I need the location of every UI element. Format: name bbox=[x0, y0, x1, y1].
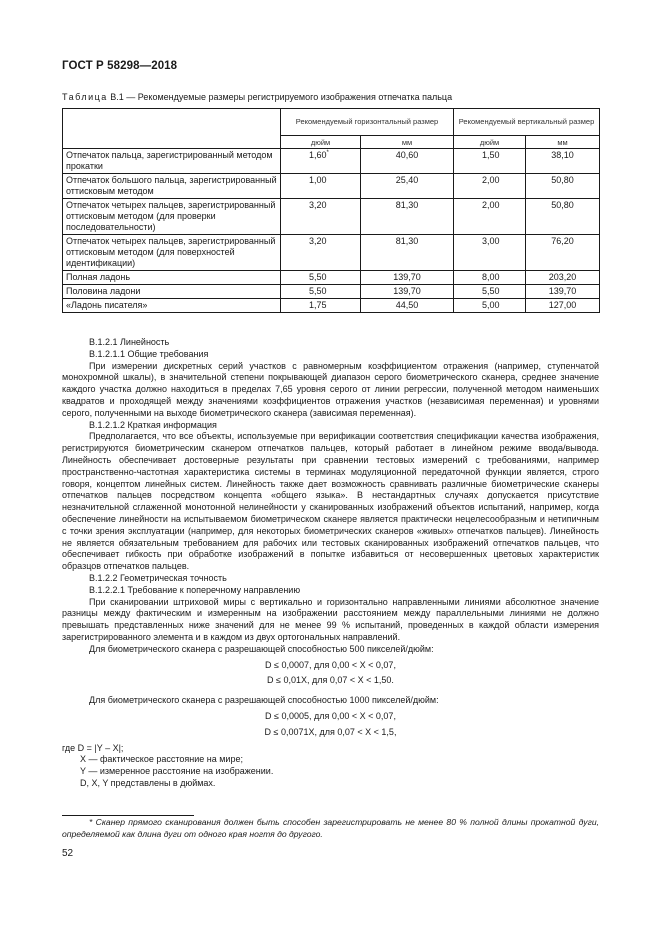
where-clause: Y — измеренное расстояние на изображении. bbox=[80, 766, 274, 777]
paragraph: При сканировании штриховой миры с вертикально и горизонтально направленными линиями абсолютное значение разницы между фактическим и измеренным на изображении расстоянием между параллельными линиями не должно превышать представленных ниже значений для не менее 99 % испытаний, проведенных в каждой области измерения зарегистрированного элемента и в каждом из двух ортогональных направлений. bbox=[62, 596, 599, 642]
section-heading: В.1.2.2.1 Требование к поперечному направлению bbox=[89, 584, 301, 595]
row-label: Отпечаток четырех пальцев, зарегистрированный оттисковым методом (для проверки последовательности) bbox=[63, 199, 281, 235]
cell-v-mm: 50,80 bbox=[526, 174, 600, 199]
unit-h-in: дюйм bbox=[281, 136, 361, 149]
table-caption-text: В.1 — Рекомендуемые размеры регистрируемого изображения отпечатка пальца bbox=[107, 92, 453, 102]
table-header-row bbox=[63, 109, 600, 136]
cell-h-mm: 81,30 bbox=[361, 235, 454, 271]
unit-v-mm: мм bbox=[526, 136, 600, 149]
table-caption bbox=[62, 92, 452, 102]
table-row bbox=[63, 235, 600, 271]
cell-h-mm: 44,50 bbox=[361, 299, 454, 313]
document-header: ГОСТ Р 58298—2018 bbox=[62, 60, 178, 72]
cell-h-in: 1,00 bbox=[281, 174, 361, 199]
formula: D ≤ 0,0007, для 0,00 < X < 0,07, bbox=[265, 659, 396, 670]
formula: D ≤ 0,0071X, для 0,07 < X < 1,5, bbox=[264, 726, 397, 737]
cell-v-mm: 139,70 bbox=[526, 285, 600, 299]
header-vertical: Рекомендуемый вертикальный размер bbox=[454, 109, 600, 136]
table-row bbox=[63, 149, 600, 174]
cell-h-in: 3,20 bbox=[281, 235, 361, 271]
paragraph: Предполагается, что все объекты, используемые при верификации соответствия спецификации качества изображения, регистрируются биометрическим сканером отпечатков пальцев, который работает в линейном режиме ввода/вывода. Линейность обеспечивает достоверные результаты при сравнении тестовых измерений с требованиями, например пространственно-частотная характеристика системы в терминах модуляционной передаточной функции является, строго говоря, концептом линейных систем. Линейность также дает возможность сравнивать различные биометрические сканеры отпечатков пальцев посредством концепта «общего языка». В нестандартных случаях допускается присутствие незначительной сглаженной монотонной нелинейности у сканированных изображений объектов испытаний, например, когда обеспечение линейности на испытываемом биометрическом сканере является практически нецелесообразным и нетипичным с точки зрения эксплуатации (например, для некоторых биометрических сканеров «живых» отпечатков пальцев). Линейность не является обязательным требованием для рабочих или тестовых сканированных изображений отпечатков пальцев, что обеспечивает гибкость при обработке изображений в попытке избавиться от несовершенных цветовых характеристик образцов отпечатков пальцев. bbox=[62, 431, 599, 572]
cell-v-mm: 76,20 bbox=[526, 235, 600, 271]
row-label: Половина ладони bbox=[63, 285, 281, 299]
table-header-blank bbox=[63, 109, 281, 149]
cell-v-in: 8,00 bbox=[454, 271, 526, 285]
unit-h-mm: мм bbox=[361, 136, 454, 149]
header-horizontal: Рекомендуемый горизонтальный размер bbox=[281, 109, 454, 136]
row-label: Отпечаток четырех пальцев, зарегистрированный оттисковым методом (для поверхностей идентификации) bbox=[63, 235, 281, 271]
cell-h-in: 5,50 bbox=[281, 285, 361, 299]
section-heading: В.1.2.2 Геометрическая точность bbox=[89, 572, 227, 583]
cell-h-mm: 25,40 bbox=[361, 174, 454, 199]
table-row bbox=[63, 271, 600, 285]
where-clause: X — фактическое расстояние на мире; bbox=[80, 754, 243, 765]
page-number: 52 bbox=[62, 848, 74, 859]
footnote: * Сканер прямого сканирования должен быть способен зарегистрировать не менее 80 % полной длины прокатной дуги, определяемой как длина дуги от одного края ногтя до другого. bbox=[62, 817, 599, 839]
table-row bbox=[63, 174, 600, 199]
row-label: «Ладонь писателя» bbox=[63, 299, 281, 313]
row-label: Полная ладонь bbox=[63, 271, 281, 285]
paragraph: При измерении дискретных серий участков с равномерным коэффициентом отражения (например, ступенчатой монохромной шкалы), в значительной степени покрывающей диапазон серого биометрического сканера, среднее значение каждого участка должно находиться в пределах 7,65 уровня серого от линии регрессии, полученной методом наименьших квадратов и проходящей между значениями коэффициентов отражения участков (независимая переменная) и уровнями серого, полученными на выходе биометрического сканера (зависимая переменная). bbox=[62, 360, 599, 418]
cell-h-mm: 139,70 bbox=[361, 285, 454, 299]
cell-v-mm: 203,20 bbox=[526, 271, 600, 285]
cell-h-mm: 81,30 bbox=[361, 199, 454, 235]
table-row bbox=[63, 299, 600, 313]
cell-v-mm: 38,10 bbox=[526, 149, 600, 174]
sizes-table bbox=[62, 108, 600, 313]
cell-h-in: 1,60* bbox=[281, 149, 361, 174]
table-caption-label: Таблица bbox=[62, 92, 108, 102]
section-heading: В.1.2.1.1 Общие требования bbox=[89, 348, 209, 359]
cell-v-in: 3,00 bbox=[454, 235, 526, 271]
row-label: Отпечаток большого пальца, зарегистрированный оттисковым методом bbox=[63, 174, 281, 199]
cell-v-in: 5,00 bbox=[454, 299, 526, 313]
cell-h-mm: 40,60 bbox=[361, 149, 454, 174]
cell-v-in: 5,50 bbox=[454, 285, 526, 299]
cell-v-in: 2,00 bbox=[454, 174, 526, 199]
formula: D ≤ 0,01X, для 0,07 < X < 1,50. bbox=[267, 675, 394, 686]
formula: D ≤ 0,0005, для 0,00 < X < 0,07, bbox=[265, 710, 396, 721]
paragraph: Для биометрического сканера с разрешающей способностью 1000 пикселей/дюйм: bbox=[89, 695, 439, 706]
footnote-mark: * bbox=[326, 150, 329, 156]
cell-h-in: 5,50 bbox=[281, 271, 361, 285]
cell-v-in: 1,50 bbox=[454, 149, 526, 174]
where-clause: где D = |Y – X|; bbox=[62, 742, 124, 753]
cell-v-in: 2,00 bbox=[454, 199, 526, 235]
cell-v-mm: 50,80 bbox=[526, 199, 600, 235]
section-heading: В.1.2.1.2 Краткая информация bbox=[89, 419, 217, 430]
unit-v-in: дюйм bbox=[454, 136, 526, 149]
section-heading: В.1.2.1 Линейность bbox=[89, 337, 170, 347]
table-row bbox=[63, 285, 600, 299]
body-text bbox=[62, 337, 599, 790]
row-label: Отпечаток пальца, зарегистрированный методом прокатки bbox=[63, 149, 281, 174]
table-row bbox=[63, 199, 600, 235]
paragraph: Для биометрического сканера с разрешающей способностью 500 пикселей/дюйм: bbox=[89, 643, 434, 654]
where-clause: D, X, Y представлены в дюймах. bbox=[80, 777, 216, 788]
cell-h-in: 3,20 bbox=[281, 199, 361, 235]
cell-h-in: 1,75 bbox=[281, 299, 361, 313]
cell-v-mm: 127,00 bbox=[526, 299, 600, 313]
cell-h-mm: 139,70 bbox=[361, 271, 454, 285]
